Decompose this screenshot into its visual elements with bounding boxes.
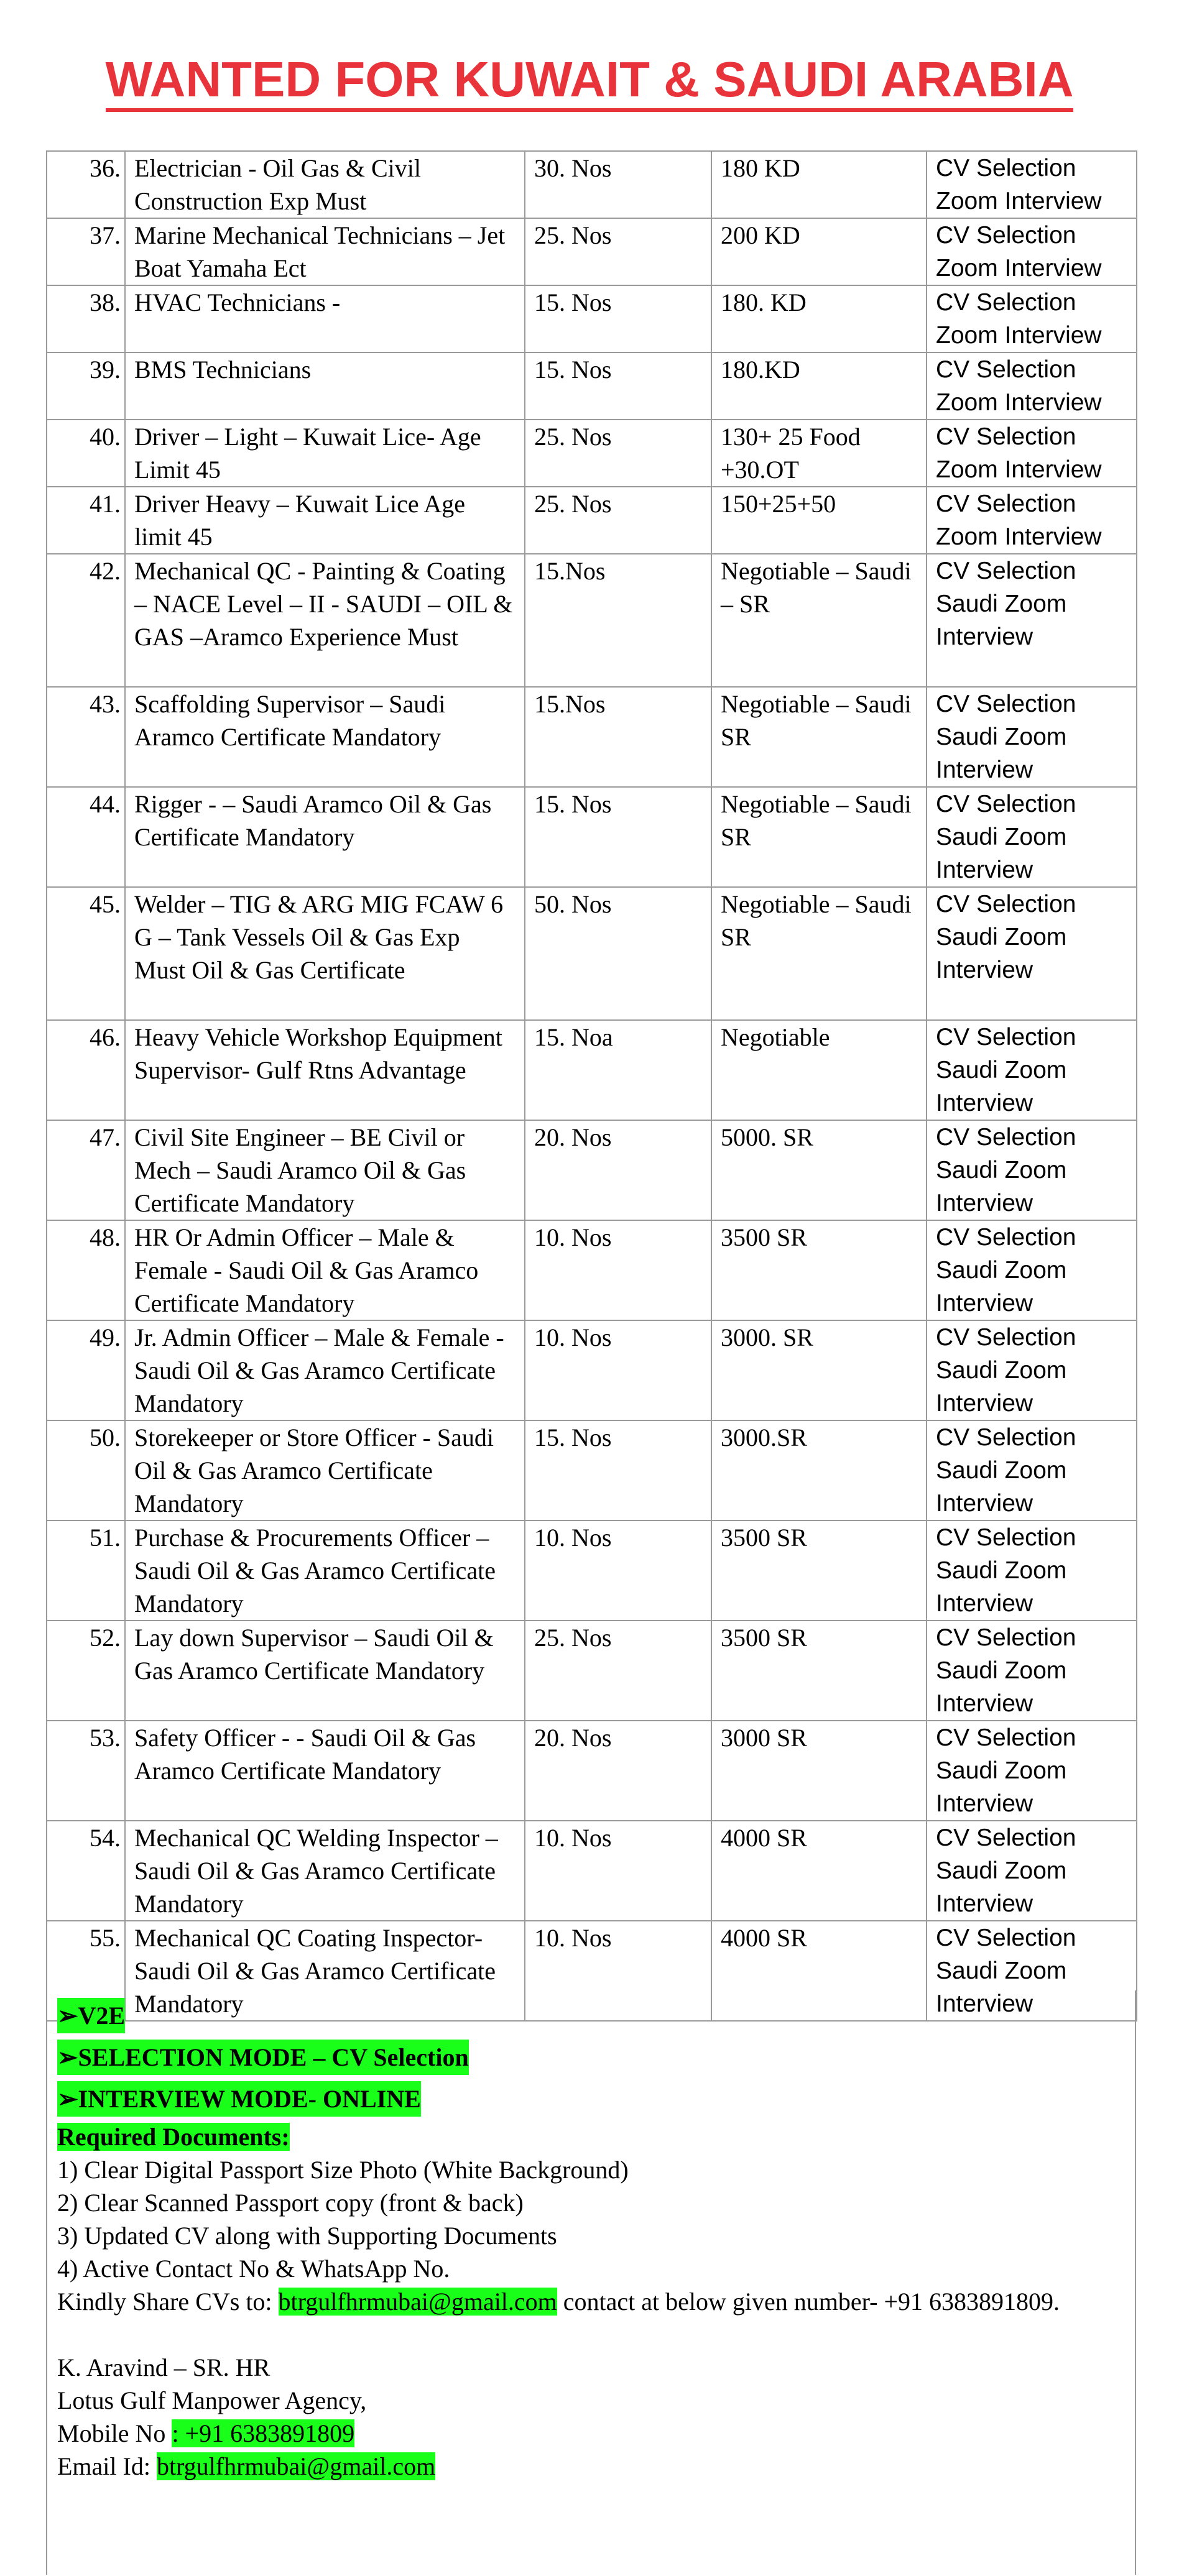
job-position: Driver Heavy – Kuwait Lice Age limit 45 bbox=[125, 487, 525, 554]
required-documents-heading: Required Documents: bbox=[57, 2123, 290, 2151]
share-suffix: contact at below given number- +91 6383891809. bbox=[557, 2288, 1060, 2316]
job-quantity: 15.Nos bbox=[525, 687, 711, 787]
job-selection-mode: CV Selection Saudi Zoom Interview bbox=[927, 1520, 1137, 1621]
document-item: 2) Clear Scanned Passport copy (front & back) bbox=[57, 2189, 524, 2217]
mobile-number[interactable]: : +91 6383891809 bbox=[172, 2419, 355, 2447]
share-cv-line bbox=[57, 2285, 1125, 2318]
job-salary: 180.KD bbox=[711, 352, 927, 420]
job-position: Rigger - – Saudi Aramco Oil & Gas Certificate Mandatory bbox=[125, 787, 525, 887]
job-selection-mode: CV Selection Saudi Zoom Interview bbox=[927, 1220, 1137, 1320]
job-number: 48. bbox=[47, 1220, 125, 1320]
document-item: 1) Clear Digital Passport Size Photo (White Background) bbox=[57, 2156, 629, 2184]
table-row bbox=[47, 151, 1137, 218]
job-salary: 4000 SR bbox=[711, 1921, 927, 2021]
job-quantity: 10. Nos bbox=[525, 1921, 711, 2021]
job-position: BMS Technicians bbox=[125, 352, 525, 420]
share-email-link[interactable]: btrgulfhrmubai@gmail.com bbox=[278, 2288, 557, 2316]
job-number: 52. bbox=[47, 1621, 125, 1721]
job-quantity: 10. Nos bbox=[525, 1220, 711, 1320]
job-quantity: 20. Nos bbox=[525, 1721, 711, 1821]
job-quantity: 25. Nos bbox=[525, 218, 711, 285]
job-selection-mode: CV Selection Saudi Zoom Interview bbox=[927, 1621, 1137, 1721]
table-row bbox=[47, 285, 1137, 352]
job-selection-mode: CV Selection Saudi Zoom Interview bbox=[927, 554, 1137, 687]
job-position: Mechanical QC Welding Inspector – Saudi Oil & Gas Aramco Certificate Mandatory bbox=[125, 1821, 525, 1921]
job-position: Electrician - Oil Gas & Civil Construction Exp Must bbox=[125, 151, 525, 218]
job-selection-mode: CV Selection Saudi Zoom Interview bbox=[927, 1120, 1137, 1220]
job-quantity: 10. Nos bbox=[525, 1821, 711, 1921]
job-number: 40. bbox=[47, 420, 125, 487]
job-salary: 180 KD bbox=[711, 151, 927, 218]
document-item: 4) Active Contact No & WhatsApp No. bbox=[57, 2255, 450, 2283]
table-row bbox=[47, 787, 1137, 887]
job-salary: Negotiable – Saudi SR bbox=[711, 887, 927, 1020]
job-position: Storekeeper or Store Officer - Saudi Oil & Gas Aramco Certificate Mandatory bbox=[125, 1420, 525, 1520]
job-quantity: 15. Nos bbox=[525, 1420, 711, 1520]
job-position: Jr. Admin Officer – Male & Female - Saudi Oil & Gas Aramco Certificate Mandatory bbox=[125, 1320, 525, 1420]
job-quantity: 50. Nos bbox=[525, 887, 711, 1020]
job-number: 49. bbox=[47, 1320, 125, 1420]
job-salary: 3500 SR bbox=[711, 1621, 927, 1721]
table-row bbox=[47, 687, 1137, 787]
table-row bbox=[47, 1020, 1137, 1120]
job-quantity: 25. Nos bbox=[525, 487, 711, 554]
job-selection-mode: CV Selection Zoom Interview bbox=[927, 151, 1137, 218]
table-row bbox=[47, 1120, 1137, 1220]
job-number: 39. bbox=[47, 352, 125, 420]
job-quantity: 25. Nos bbox=[525, 1621, 711, 1721]
job-number: 37. bbox=[47, 218, 125, 285]
job-number: 41. bbox=[47, 487, 125, 554]
table-row bbox=[47, 1220, 1137, 1320]
page-title bbox=[0, 51, 1179, 108]
job-position: HVAC Technicians - bbox=[125, 285, 525, 352]
job-quantity: 15. Noa bbox=[525, 1020, 711, 1120]
share-prefix: Kindly Share CVs to: bbox=[57, 2288, 272, 2316]
job-quantity: 15. Nos bbox=[525, 285, 711, 352]
job-salary: Negotiable – Saudi SR bbox=[711, 787, 927, 887]
job-position: Marine Mechanical Technicians – Jet Boat Yamaha Ect bbox=[125, 218, 525, 285]
job-position: Welder – TIG & ARG MIG FCAW 6 G – Tank Vessels Oil & Gas Exp Must Oil & Gas Certificate bbox=[125, 887, 525, 1020]
table-row bbox=[47, 887, 1137, 1020]
email-label: Email Id: bbox=[57, 2452, 157, 2480]
table-row bbox=[47, 1320, 1137, 1420]
job-salary: 3000 SR bbox=[711, 1721, 927, 1821]
signature-agency: Lotus Gulf Manpower Agency, bbox=[57, 2386, 367, 2414]
email-link[interactable]: btrgulfhrmubai@gmail.com bbox=[156, 2452, 436, 2480]
job-selection-mode: CV Selection Saudi Zoom Interview bbox=[927, 1020, 1137, 1120]
table-row bbox=[47, 1520, 1137, 1621]
job-selection-mode: CV Selection Saudi Zoom Interview bbox=[927, 687, 1137, 787]
table-row bbox=[47, 1721, 1137, 1821]
job-number: 53. bbox=[47, 1721, 125, 1821]
job-salary: 200 KD bbox=[711, 218, 927, 285]
job-quantity: 10. Nos bbox=[525, 1520, 711, 1621]
job-number: 51. bbox=[47, 1520, 125, 1621]
signature-email bbox=[57, 2450, 1125, 2483]
jobs-table bbox=[46, 150, 1137, 2022]
notes-section bbox=[46, 1990, 1136, 2575]
job-salary: 4000 SR bbox=[711, 1821, 927, 1921]
job-salary: 5000. SR bbox=[711, 1120, 927, 1220]
job-salary: 180. KD bbox=[711, 285, 927, 352]
table-row bbox=[47, 487, 1137, 554]
table-row bbox=[47, 352, 1137, 420]
job-position: Civil Site Engineer – BE Civil or Mech – Saudi Aramco Oil & Gas Certificate Mandatory bbox=[125, 1120, 525, 1220]
job-selection-mode: CV Selection Saudi Zoom Interview bbox=[927, 1721, 1137, 1821]
table-row bbox=[47, 1621, 1137, 1721]
job-selection-mode: CV Selection Zoom Interview bbox=[927, 285, 1137, 352]
job-position: Purchase & Procurements Officer – Saudi Oil & Gas Aramco Certificate Mandatory bbox=[125, 1520, 525, 1621]
job-number: 38. bbox=[47, 285, 125, 352]
job-selection-mode: CV Selection Zoom Interview bbox=[927, 487, 1137, 554]
job-selection-mode: CV Selection Saudi Zoom Interview bbox=[927, 1821, 1137, 1921]
bullet-selection-mode: ➢SELECTION MODE – CV Selection bbox=[57, 2040, 469, 2075]
document-item: 3) Updated CV along with Supporting Documents bbox=[57, 2222, 557, 2250]
table-row bbox=[47, 554, 1137, 687]
job-position: Lay down Supervisor – Saudi Oil & Gas Aramco Certificate Mandatory bbox=[125, 1621, 525, 1721]
job-salary: 150+25+50 bbox=[711, 487, 927, 554]
table-row bbox=[47, 420, 1137, 487]
job-number: 47. bbox=[47, 1120, 125, 1220]
job-selection-mode: CV Selection Saudi Zoom Interview bbox=[927, 1420, 1137, 1520]
job-number: 43. bbox=[47, 687, 125, 787]
job-selection-mode: CV Selection Saudi Zoom Interview bbox=[927, 1320, 1137, 1420]
job-number: 54. bbox=[47, 1821, 125, 1921]
job-number: 36. bbox=[47, 151, 125, 218]
job-salary: 3000.SR bbox=[711, 1420, 927, 1520]
job-salary: 3500 SR bbox=[711, 1220, 927, 1320]
job-salary: 130+ 25 Food +30.OT bbox=[711, 420, 927, 487]
page-title-text: WANTED FOR KUWAIT & SAUDI ARABIA bbox=[106, 52, 1074, 112]
bullet-v2e: ➢V2E bbox=[57, 1998, 125, 2033]
job-selection-mode: CV Selection Saudi Zoom Interview bbox=[927, 787, 1137, 887]
job-quantity: 15. Nos bbox=[525, 787, 711, 887]
job-number: 50. bbox=[47, 1420, 125, 1520]
job-quantity: 25. Nos bbox=[525, 420, 711, 487]
job-position: Heavy Vehicle Workshop Equipment Supervisor- Gulf Rtns Advantage bbox=[125, 1020, 525, 1120]
job-selection-mode: CV Selection Saudi Zoom Interview bbox=[927, 1921, 1137, 2021]
job-salary: 3500 SR bbox=[711, 1520, 927, 1621]
job-quantity: 30. Nos bbox=[525, 151, 711, 218]
table-row bbox=[47, 1420, 1137, 1520]
table-row bbox=[47, 1821, 1137, 1921]
job-position: Driver – Light – Kuwait Lice- Age Limit 45 bbox=[125, 420, 525, 487]
job-position: Mechanical QC Coating Inspector- Saudi Oil & Gas Aramco Certificate Mandatory bbox=[125, 1921, 525, 2021]
job-selection-mode: CV Selection Zoom Interview bbox=[927, 420, 1137, 487]
job-position: Safety Officer - - Saudi Oil & Gas Aramco Certificate Mandatory bbox=[125, 1721, 525, 1821]
jobs-table-body bbox=[47, 151, 1137, 2021]
job-salary: 3000. SR bbox=[711, 1320, 927, 1420]
job-salary: Negotiable bbox=[711, 1020, 927, 1120]
job-salary: Negotiable – Saudi SR bbox=[711, 687, 927, 787]
job-quantity: 20. Nos bbox=[525, 1120, 711, 1220]
job-quantity: 15.Nos bbox=[525, 554, 711, 687]
job-selection-mode: CV Selection Saudi Zoom Interview bbox=[927, 887, 1137, 1020]
job-selection-mode: CV Selection Zoom Interview bbox=[927, 352, 1137, 420]
job-number: 42. bbox=[47, 554, 125, 687]
job-quantity: 10. Nos bbox=[525, 1320, 711, 1420]
job-salary: Negotiable – Saudi – SR bbox=[711, 554, 927, 687]
job-quantity: 15. Nos bbox=[525, 352, 711, 420]
job-selection-mode: CV Selection Zoom Interview bbox=[927, 218, 1137, 285]
job-position: HR Or Admin Officer – Male & Female - Saudi Oil & Gas Aramco Certificate Mandatory bbox=[125, 1220, 525, 1320]
job-number: 45. bbox=[47, 887, 125, 1020]
mobile-label: Mobile No bbox=[57, 2419, 172, 2447]
job-position: Mechanical QC - Painting & Coating – NACE Level – II - SAUDI – OIL & GAS –Aramco Experience Must bbox=[125, 554, 525, 687]
job-number: 44. bbox=[47, 787, 125, 887]
job-number: 46. bbox=[47, 1020, 125, 1120]
job-position: Scaffolding Supervisor – Saudi Aramco Certificate Mandatory bbox=[125, 687, 525, 787]
signature-name: K. Aravind – SR. HR bbox=[57, 2353, 270, 2381]
table-row bbox=[47, 218, 1137, 285]
job-number: 55. bbox=[47, 1921, 125, 2021]
bullet-interview-mode: ➢INTERVIEW MODE- ONLINE bbox=[57, 2081, 421, 2117]
signature-mobile bbox=[57, 2417, 1125, 2450]
